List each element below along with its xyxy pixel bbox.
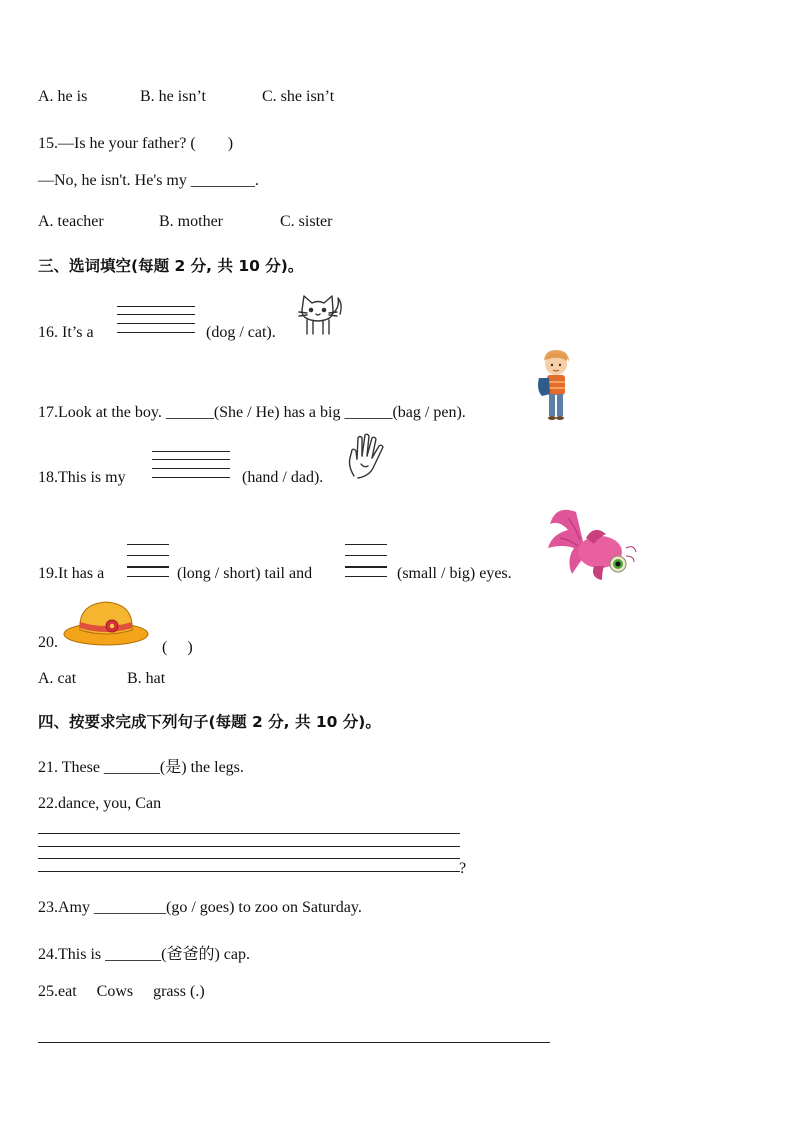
q20-option-b: B. hat: [127, 670, 166, 687]
q20-option-a: A. cat: [38, 670, 77, 687]
hat-icon: [62, 596, 150, 648]
q14-option-a: A. he is: [38, 88, 88, 105]
cat-icon: [296, 290, 344, 338]
boy-with-backpack-icon: [536, 348, 576, 422]
q19-suffix: (small / big) eyes.: [397, 565, 512, 582]
section-3-title: 三、选词填空(每题 2 分, 共 10 分)。: [38, 257, 304, 275]
q14-option-b: B. he isn’t: [140, 88, 206, 105]
q15-answer-line: —No, he isn't. He's my ________.: [38, 172, 259, 189]
q24-text: 24.This is _______(爸爸的) cap.: [38, 946, 250, 963]
q19-prefix: 19.It has a: [38, 565, 105, 582]
goldfish-icon: [546, 504, 638, 582]
q25-text: 25.eat Cows grass (.): [38, 983, 205, 1000]
q16-prefix: 16. It’s a: [38, 324, 94, 341]
q15-option-b: B. mother: [159, 213, 223, 230]
section-4-title: 四、按要求完成下列句子(每题 2 分, 共 10 分)。: [38, 713, 381, 731]
q23-text: 23.Amy _________(go / goes) to zoo on Saturday.: [38, 899, 362, 916]
q20-bracket: ( ): [162, 639, 193, 656]
q20-number: 20.: [38, 634, 58, 651]
q18-prefix: 18.This is my: [38, 469, 126, 486]
q25-answer-line[interactable]: [38, 1042, 550, 1043]
q22-text: 22.dance, you, Can: [38, 795, 162, 812]
q14-option-c: C. she isn’t: [262, 88, 335, 105]
q19-middle: (long / short) tail and: [177, 565, 313, 582]
q15-option-a: A. teacher: [38, 213, 104, 230]
q22-question-mark: ?: [459, 860, 467, 877]
hand-icon: [344, 432, 390, 480]
q21-text: 21. These _______(是) the legs.: [38, 759, 244, 776]
q15-option-c: C. sister: [280, 213, 333, 230]
q18-suffix: (hand / dad).: [242, 469, 324, 486]
q16-suffix: (dog / cat).: [206, 324, 276, 341]
q15-question: 15.—Is he your father? ( ): [38, 135, 234, 152]
q17-text: 17.Look at the boy. ______(She / He) has a big ______(bag / pen).: [38, 404, 466, 421]
